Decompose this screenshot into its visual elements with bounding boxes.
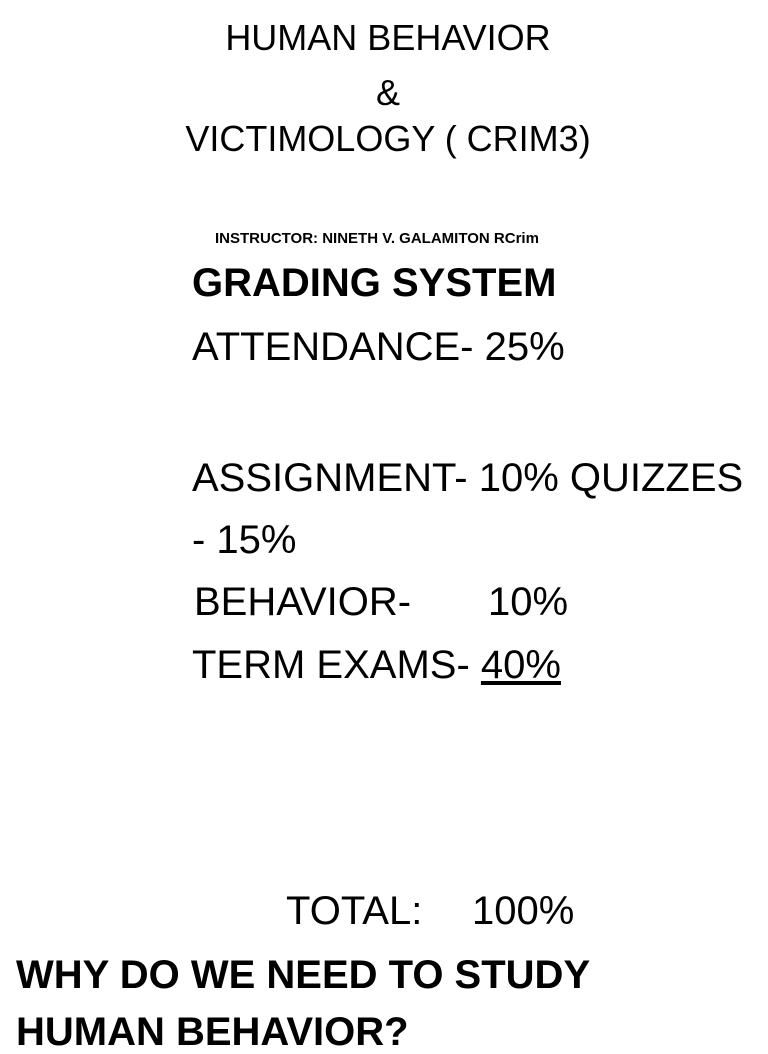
course-title-line-3: VICTIMOLOGY ( CRIM3) [185,118,591,159]
why-study-heading-line-1: WHY DO WE NEED TO STUDY [16,953,591,997]
instructor-name: INSTRUCTOR: NINETH V. GALAMITON RCrim [215,230,539,247]
term-exams-label: TERM EXAMS- [192,643,470,687]
course-title-ampersand: & [375,72,400,113]
term-exams-value: 40% [480,643,561,687]
grading-item-quizzes-value: - 15% [192,518,297,562]
why-study-heading-line-2: HUMAN BEHAVIOR? [16,1010,409,1054]
grading-system-heading: GRADING SYSTEM [192,261,557,305]
total-value: 100% [472,889,575,933]
grading-item-assignment-quizzes: ASSIGNMENT- 10% QUIZZES [192,456,744,500]
grading-item-term-exams [192,645,561,685]
total-label: TOTAL: [286,889,423,933]
grading-item-behavior-value: 10% [488,580,569,624]
grading-item-attendance: ATTENDANCE- 25% [192,325,565,369]
course-title-line-1: HUMAN BEHAVIOR [225,17,551,58]
grading-item-behavior-label: BEHAVIOR- [194,580,412,624]
